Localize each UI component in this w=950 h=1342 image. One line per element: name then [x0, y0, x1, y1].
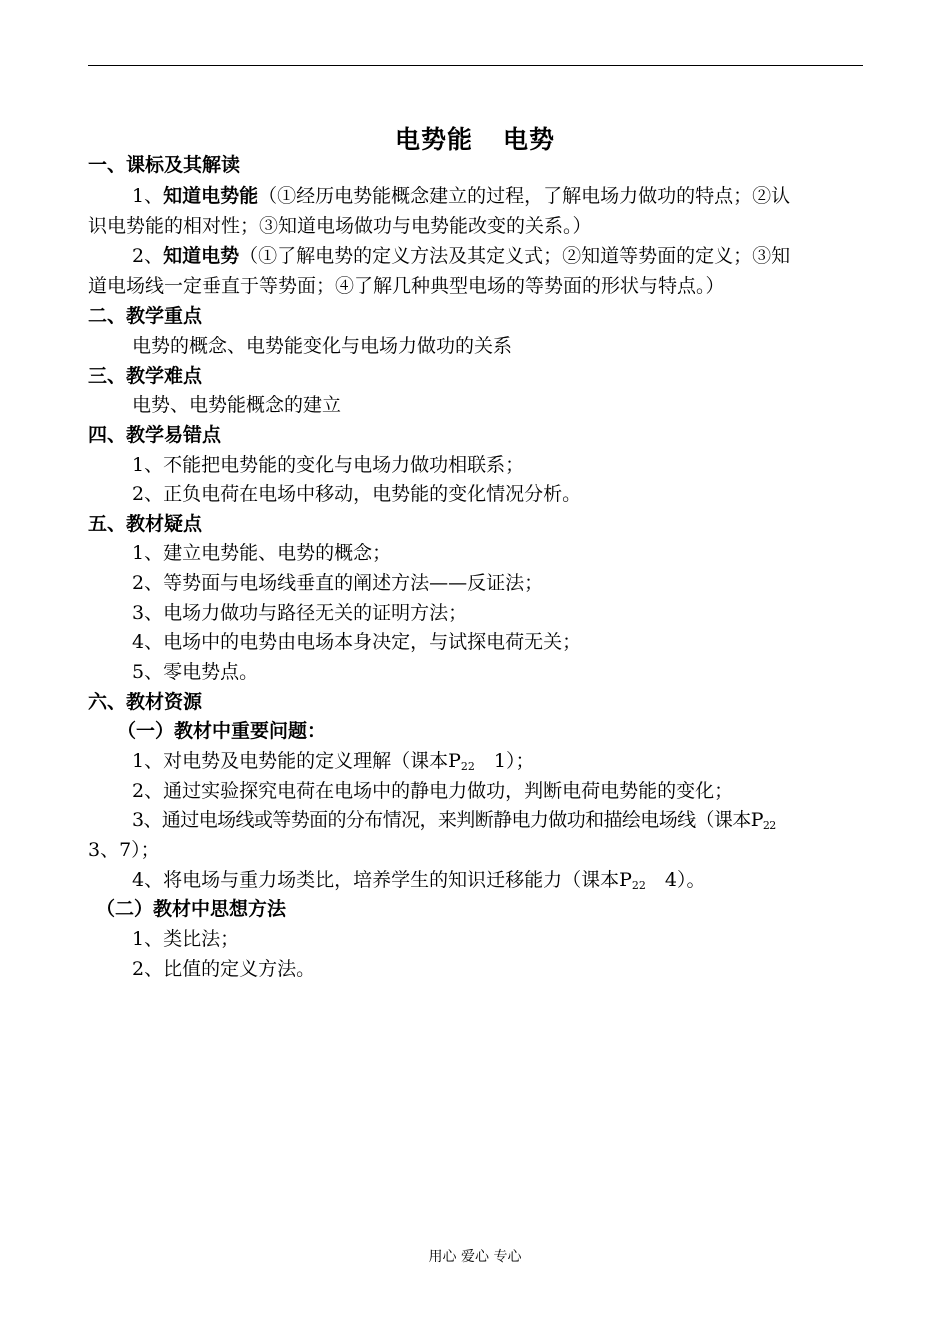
- q1-page-sub: 22: [460, 760, 475, 773]
- section-2-heading: 二、教学重点: [88, 305, 203, 327]
- section-6-heading: 六、教材资源: [88, 691, 203, 713]
- list-item: 5、零电势点。: [132, 661, 259, 683]
- s6-question-2: 2、通过实验探究电荷在电场中的静电力做功，判断电荷电势能的变化；: [132, 780, 734, 802]
- q1-tail: 1）；: [474, 750, 535, 772]
- q3-page-sub: 22: [762, 819, 776, 832]
- s3-text: 电势、电势能概念的建立: [132, 394, 342, 416]
- s2-text: 电势的概念、电势能变化与电场力做功的关系: [132, 335, 513, 357]
- s1-p2-key: 知道电势: [163, 245, 240, 267]
- q4-text: 4、将电场与重力场类比，培养学生的知识迁移能力（课本P: [132, 869, 632, 891]
- s6-method-1: 1、类比法；: [132, 928, 240, 950]
- list-item: 2、等势面与电场线垂直的阐述方法——反证法；: [132, 572, 544, 594]
- s1-p1-key: 知道电势能: [163, 185, 259, 207]
- title-part-1: 电势能: [394, 125, 473, 154]
- s1-paragraph-1-cont: 识电势能的相对性；③知道电场做功与电势能改变的关系。）: [88, 215, 592, 237]
- section-4-heading: 四、教学易错点: [88, 424, 222, 446]
- s1-paragraph-1: [132, 181, 912, 211]
- list-item: 4、电场中的电势由电场本身决定，与试探电荷无关；: [132, 631, 582, 653]
- list-item: 1、不能把电势能的变化与电场力做功相联系；: [132, 454, 525, 476]
- list-item: 2、正负电荷在电场中移动，电势能的变化情况分析。: [132, 483, 582, 505]
- header-rule: [88, 65, 863, 66]
- s1-paragraph-2: [132, 241, 912, 271]
- s1-paragraph-2-cont: 道电场线一定垂直于等势面；④了解几种典型电场的等势面的形状与特点。）: [88, 275, 725, 297]
- q4-page-sub: 22: [631, 879, 646, 892]
- q3-text: 3、通过电场线或等势面的分布情况，来判断静电力做功和描绘电场线（课本P: [132, 809, 763, 831]
- s1-p1-number: 1、: [132, 185, 164, 207]
- s1-p1-text: （①经历电势能概念建立的过程，了解电场力做功的特点；②认: [258, 185, 791, 207]
- s1-p2-text: （①了解电势的定义方法及其定义式；②知道等势面的定义；③知: [239, 245, 791, 267]
- list-item: 1、建立电势能、电势的概念；: [132, 542, 392, 564]
- s1-p2-number: 2、: [132, 245, 164, 267]
- page-footer: 用心 爱心 专心: [428, 1249, 522, 1265]
- title-part-2: 电势: [503, 125, 556, 154]
- section-1-heading: 一、课标及其解读: [88, 154, 241, 176]
- section-5-heading: 五、教材疑点: [88, 513, 203, 535]
- q1-text: 1、对电势及电势能的定义理解（课本P: [132, 750, 461, 772]
- s6-method-2: 2、比值的定义方法。: [132, 958, 316, 980]
- s6-subheading-1: （一）教材中重要问题：: [117, 720, 327, 742]
- s6-subheading-2: （二）教材中思想方法: [96, 898, 287, 920]
- section-3-heading: 三、教学难点: [88, 365, 203, 387]
- s6-question-3-cont: 3、7）；: [88, 839, 160, 861]
- list-item: 3、电场力做功与路径无关的证明方法；: [132, 602, 468, 624]
- q4-tail: 4）。: [645, 869, 706, 891]
